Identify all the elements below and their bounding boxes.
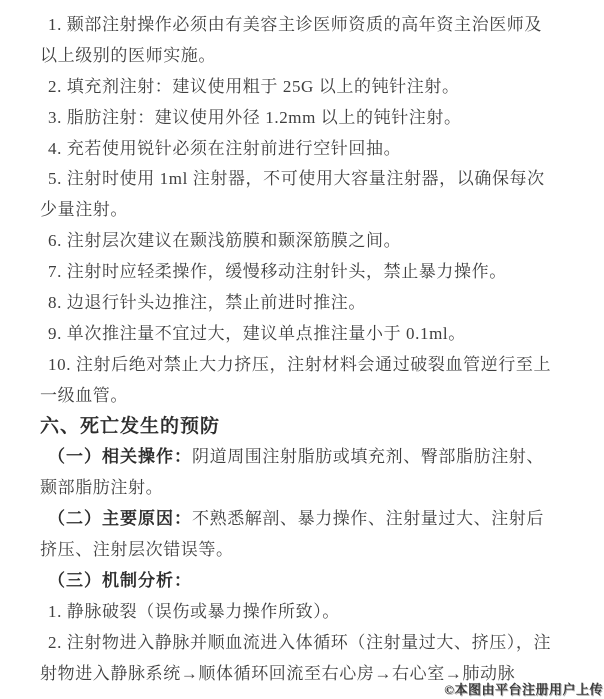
text-segment: 6. 注射层次建议在颞浅筋膜和颞深筋膜之间。 (48, 231, 402, 251)
text-line (40, 597, 584, 628)
text-line (40, 134, 584, 165)
text-segment: 2. 填充剂注射：建议使用粗于 25G 以上的钝针注射。 (48, 76, 460, 96)
text-line (40, 226, 584, 257)
text-line (40, 72, 584, 103)
text-segment: 10. 注射后绝对禁止大力挤压，注射材料会通过破裂血管逆行至上 (48, 354, 552, 374)
text-line (40, 566, 584, 597)
text-line (40, 319, 584, 350)
text-segment: 9. 单次推注量不宜过大，建议单点推注量小于 0.1ml。 (48, 323, 466, 343)
text-line (40, 504, 584, 535)
text-segment: 8. 边退行针头边推注，禁止前进时推注。 (48, 293, 366, 313)
text-segment: 1. 颞部注射操作必须由有美容主诊医师资质的高年资主治医师及 (48, 15, 542, 34)
text-line (40, 41, 584, 72)
text-segment: 不熟悉解剖、暴力操作、注射量过大、注射后 (192, 509, 544, 529)
text-line (40, 628, 584, 659)
bold-text-segment: （二）主要原因： (48, 509, 192, 529)
text-segment: 射物进入静脉系统→顺体循环回流至右心房→右心室→肺动脉 (40, 663, 516, 683)
text-segment: 一级血管。 (40, 385, 128, 405)
text-segment: 2. 注射物进入静脉并顺血流进入体循环（注射量过大、挤压），注 (48, 632, 552, 652)
text-line (40, 164, 584, 195)
document-body (40, 10, 584, 690)
bold-text-segment: 六、死亡发生的预防 (40, 415, 221, 437)
text-line (40, 535, 584, 566)
text-line (40, 442, 584, 473)
text-line (40, 195, 584, 226)
bold-text-segment: （三）机制分析： (48, 571, 192, 591)
text-line (40, 381, 584, 412)
text-segment: 挤压、注射层次错误等。 (40, 540, 234, 560)
text-segment: 5. 注射时使用 1ml 注射器，不可使用大容量注射器，以确保每次 (48, 169, 545, 189)
text-segment: 以上级别的医师实施。 (40, 45, 216, 65)
text-segment: 少量注射。 (40, 200, 128, 220)
text-line (40, 473, 584, 504)
text-segment: 颞部脂肪注射。 (40, 478, 164, 498)
section-heading (40, 412, 584, 443)
text-segment: 3. 脂肪注射：建议使用外径 1.2mm 以上的钝针注射。 (48, 107, 462, 127)
text-segment: 1. 静脉破裂（误伤或暴力操作所致）。 (48, 601, 340, 621)
text-segment: 7. 注射时应轻柔操作，缓慢移动注射针头，禁止暴力操作。 (48, 262, 507, 282)
text-line (40, 288, 584, 319)
text-line (40, 257, 584, 288)
bold-text-segment: （一）相关操作： (48, 447, 192, 467)
text-line (40, 10, 584, 41)
text-line (40, 350, 584, 381)
text-segment: 阴道周围注射脂肪或填充剂、臀部脂肪注射、 (192, 447, 544, 467)
watermark: ©本图由平台注册用户上传 (444, 682, 603, 697)
text-segment: 4. 充若使用锐针必须在注射前进行空针回抽。 (48, 138, 402, 158)
text-line (40, 103, 584, 134)
